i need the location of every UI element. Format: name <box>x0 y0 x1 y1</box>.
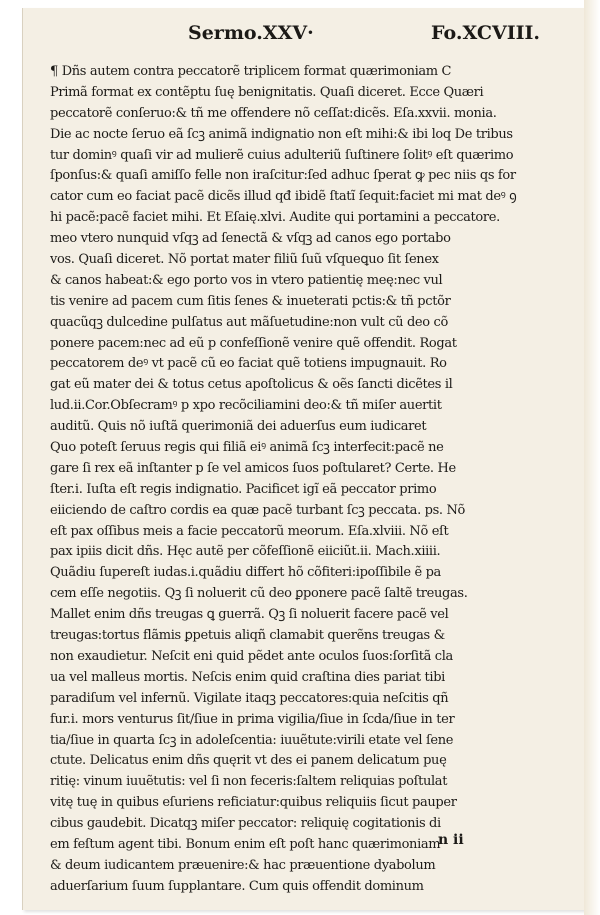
text-line: ctute. Delicatus enim dñs quęrit vt des ei panem delicatum puę <box>50 753 447 769</box>
text-line: tia/ſiue in quarta ſcꝫ in adoleſcentia: iuuẽtute:virili etate vel ſene <box>50 732 454 748</box>
text-line: non exaudietur. Neſcit eni quid pẽdet ante oculos ſuos:ſorſitã cla <box>50 648 453 664</box>
text-line: cator cum eo faciat pacẽ dicẽs illud qđ ibidẽ ſtatĩ ſequit:faciet mi mat deꝰ ꝯ <box>50 189 517 205</box>
text-line: pax ipiis dicit dñs. Hęc autẽ per cõfeſſionẽ eiiciũt.ii. Mach.xiiii. <box>50 544 441 560</box>
sermon-number: Sermo.XXV· <box>188 22 314 44</box>
text-line: em feſtum agent tibi. Bonum enim eſt poſt hanc quærimoniam <box>50 836 441 852</box>
text-line: auditũ. Quis nõ iuſtã querimoniã dei aduerſus eum iudicaret <box>50 419 427 435</box>
text-line: cibus gaudebit. Dicatqꝫ miſer peccator: reliquię cogitationis di <box>50 816 441 832</box>
text-line: Die ac nocte ſeruo eã ſcꝫ animã indignatio non eſt mihi:& ibi loq De tribus <box>50 126 513 142</box>
text-line: lud.ii.Cor.Obſecramꝰ p xpo recõciliamini deo:& tñ miſer auertit <box>50 398 442 414</box>
text-line: quacũqꝫ dulcedine pulſatus aut mãſuetudine:non vult cũ deo cõ <box>50 314 448 330</box>
text-line: fur.i. mors venturus ſit/ſiue in prima vigilia/ſiue in ſcda/ſiue in ter <box>50 711 455 727</box>
text-line: ſponſus:& quaſi amiſſo felle non iraſcitur:ſed adhuc ſperat ꝙ pec niis qs for <box>50 168 516 184</box>
text-line: peccatorem deꝰ vt pacẽ cũ eo faciat quẽ totiens impugnauit. Ro <box>50 356 447 372</box>
folio-number: Fo.XCVIII. <box>431 22 540 44</box>
text-line: cem eſſe negotiis. Qꝫ ſi noluerit cũ deo ꝑponere pacẽ ſaltẽ treugas. <box>50 586 468 602</box>
text-line: tur dominꝰ quaſi vir ad mulierẽ cuius adulteriũ ſuſtinere ſolitꝰ eſt quærimo <box>50 147 514 163</box>
text-line: Quo poteſt ſeruus regis qui filiã eiꝰ animã ſcꝫ interfecit:pacẽ ne <box>50 440 444 456</box>
text-line: ua vel malleus mortis. Neſcis enim quid craſtina dies pariat tibi <box>50 669 445 685</box>
text-line: & deum iudicantem præuenire:& hac præuentione dyabolum <box>50 857 436 873</box>
body-text <box>50 62 568 898</box>
text-line: eſt pax oſſibus meis a facie peccatorũ meorum. Eſa.xlviii. Nõ eſt <box>50 523 449 539</box>
text-line: Quãdiu ſupereſt iudas.i.quãdiu differt hõ cõfiteri:ipoſſibile ẽ pa <box>50 565 441 581</box>
text-line: vos. Quaſi diceret. Nõ portat mater filiũ ſuũ vſqueꝗuo ſit ſenex <box>50 252 439 268</box>
running-head <box>160 22 540 48</box>
text-line: gare ſi rex eã inſtanter p ſe vel amicos ſuos poſtularet? Certe. He <box>50 460 456 476</box>
page-edge <box>584 0 600 915</box>
text-line: ſter.i. Iuſta eſt regis indignatio. Pacificet igĩ eã peccator primo <box>50 481 437 497</box>
signature-mark: n ii <box>438 832 464 848</box>
text-line: aduerſarium ſuum ſupplantare. Cum quis offendit dominum <box>50 878 424 894</box>
text-line: ponere pacem:nec ad eũ p confeſſionẽ venire quẽ offendit. Rogat <box>50 335 457 351</box>
text-line: Primã format ex contẽptu ſuę benignitatis. Quaſi diceret. Ecce Quæri <box>50 84 484 100</box>
text-line: vitę tuę in quibus eſuriens reficiatur:quibus reliquiis ſicut pauper <box>50 795 457 811</box>
text-line: peccatorẽ conſeruo:& tñ me offendere nõ ceſſat:dicẽs. Eſa.xxvii. monia. <box>50 105 497 121</box>
text-line: tis venire ad pacem cum ſitis ſenes & inueterati pctis:& tñ pctõr <box>50 293 451 309</box>
text-line: ritię: vinum iuuẽtutis: vel ſi non feceris:ſaltem reliquias poſtulat <box>50 774 448 790</box>
text-line: & canos habeat:& ego porto vos in vtero patientię meę:nec vul <box>50 272 443 288</box>
text-line: hi pacẽ:pacẽ faciet mihi. Et Eſaię.xlvi. Audite qui portamini a peccatore. <box>50 210 500 226</box>
text-line: paradiſum vel infernũ. Vigilate itaqꝫ peccatores:quia neſcitis qñ <box>50 690 449 706</box>
text-line: treugas:tortus flãmis ꝑpetuis aliqñ clamabit querẽns treugas & <box>50 628 445 644</box>
text-line: ¶ Dñs autem contra peccatorẽ triplicem format quærimoniam C <box>50 64 452 79</box>
text-line: meo vtero nunquid vſqꝫ ad ſenectã & vſqꝫ ad canos ego portabo <box>50 231 451 247</box>
text-line: gat eũ mater dei & totus cetus apoſtolicus & oẽs ſancti dicẽtes il <box>50 377 453 393</box>
text-line: eiiciendo de caſtro cordis ea quæ pacẽ turbant ſcꝫ peccata. ps. Nõ <box>50 502 465 518</box>
text-line: Mallet enim dñs treugas ꝗ guerrã. Qꝫ ſi noluerit facere pacẽ vel <box>50 607 449 623</box>
